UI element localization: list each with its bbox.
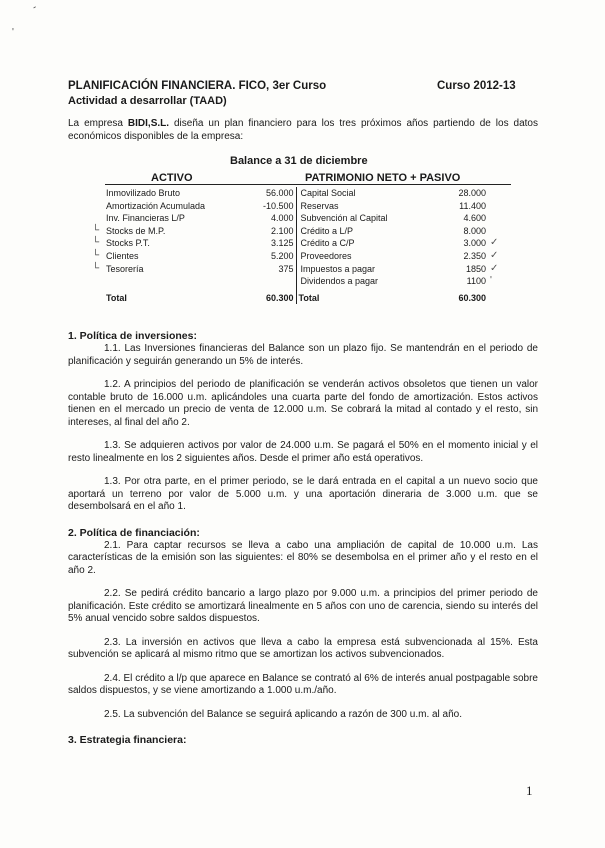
page-number: 1 (526, 783, 533, 798)
activo-label: Clientes (106, 250, 139, 261)
pasivo-value: 28.000 (458, 188, 486, 198)
pasivo-label: Impuestos a pagar (300, 263, 376, 274)
pasivo-value: 3.000 (463, 238, 486, 249)
pasivo-label: Proveedores (300, 250, 352, 261)
total-pasivo-label: Total (298, 292, 320, 303)
section-paragraph: 1.3. Por otra parte, en el primer periodo, se le dará entrada en el capital a un nuevo socio que aportará un terreno por valor de 5.000 u.m. y una aportación dineraria de 3.000 u.m. que se desembolsará en el año 1. (68, 476, 538, 512)
activo-label: Stocks de M.P. (106, 225, 166, 236)
activo-label (104, 275, 226, 288)
balance-row (90, 263, 508, 276)
activo-label: Inmovilizado Bruto (106, 188, 181, 198)
balance-row (90, 250, 508, 263)
check-mark (488, 212, 508, 225)
balance-table (90, 187, 508, 304)
balance-row-mark: └ (92, 237, 100, 249)
section-title: 1. Política de inversiones: (68, 330, 197, 342)
pasivo-value: 4.600 (463, 213, 486, 224)
check-mark (488, 200, 508, 213)
balance-row-mark (90, 200, 104, 213)
balance-row-mark: └ (92, 262, 100, 274)
total-label: Total (106, 292, 127, 303)
balance-row (90, 225, 508, 238)
activo-label: Stocks P.T. (106, 238, 150, 249)
balance-row (90, 212, 508, 225)
pasivo-value: 1100 (466, 276, 486, 287)
section-paragraph: 2.2. Se pedirá crédito bancario a largo plazo por 9.000 u.m. a principios del primer periodo de planificación. Este crédito se amortizará linealmente en 5 años con uno de carencia, siendo su interés del 5% anual vencido sobre saldos dispuestos. (68, 588, 538, 624)
check-mark: ✓ (490, 237, 499, 249)
pasivo-value: 11.400 (459, 200, 486, 211)
activo-value: 5.200 (226, 250, 296, 263)
pasivo-value: 8.000 (463, 225, 486, 236)
balance-row (90, 275, 508, 288)
total-activo: 60.300 (226, 288, 296, 305)
balance-row-mark (90, 212, 104, 225)
pasivo-label: Crédito a L/P (300, 225, 354, 236)
check-mark: ' (490, 275, 492, 287)
check-mark (488, 187, 508, 200)
course-year: Curso 2012-13 (437, 80, 516, 92)
section-paragraph: 1.3. Se adquieren activos por valor de 24.000 u.m. Se pagará el 50% en el momento inicial y el resto linealmente en los 2 siguientes años. Desde el primer año está operativos. (68, 440, 538, 464)
pasivo-label: Subvención al Capital (300, 213, 388, 224)
balance-row-mark: └ (92, 224, 100, 236)
intro-before: La empresa (68, 118, 128, 129)
balance-total-row (90, 288, 508, 305)
activo-header: ACTIVO (151, 172, 193, 184)
activo-label: Inv. Financieras L/P (106, 213, 185, 224)
pasivo-label: Capital Social (300, 188, 356, 198)
pasivo-value: 1850 (465, 263, 486, 274)
pasivo-label: Crédito a C/P (300, 238, 355, 249)
activo-value: 375 (226, 263, 296, 276)
balance-row-mark: └ (92, 249, 100, 261)
activo-label: Tesorería (106, 263, 144, 274)
section-paragraph: 1.2. A principios del periodo de planificación se venderán activos obsoletos que tienen un valor contable bruto de 16.000 u.m. aplicándoles una cuarta parte del fondo de amortización. Estos activos tienen en el mercado un precio de venta de 12.000 u.m. Se cobrará la mitad al contado y el resto, sin intereses, al final del año 2. (68, 379, 538, 428)
balance-row (90, 187, 508, 200)
scan-mark: ' (12, 27, 14, 38)
section-paragraph: 2.3. La inversión en activos que lleva a cabo la empresa está subvencionada al 15%. Esta subvención se aplicará al mismo ritmo que se amortizan los activos subvencionados. (68, 636, 538, 660)
scan-mark: - (30, 1, 39, 14)
check-mark: ✓ (490, 262, 499, 274)
section-paragraph: 2.5. La subvención del Balance se seguirá aplicando a razón de 300 u.m. al año. (104, 708, 463, 720)
activo-value: 3.125 (226, 237, 296, 250)
pasivo-header: PATRIMONIO NETO + PASIVO (305, 172, 461, 184)
company-name: BIDI,S.L. (127, 118, 170, 129)
section-title: 2. Política de financiación: (68, 526, 200, 539)
balance-row (90, 200, 508, 213)
sections (68, 330, 538, 746)
activo-value: -10.500 (226, 200, 296, 213)
balance-title: Balance a 31 de diciembre (230, 155, 368, 167)
document-title: PLANIFICACIÓN FINANCIERA. FICO, 3er Curso (68, 80, 327, 92)
pasivo-label: Dividendos a pagar (300, 276, 379, 287)
activo-label: Amortización Acumulada (106, 200, 206, 211)
intro-after: diseña un plan financiero para los tres próximos años partiendo de los datos económicos disponibles de la empresa: (68, 118, 538, 142)
balance-rows (90, 187, 508, 288)
activo-value: 2.100 (226, 225, 296, 238)
activo-value: 4.000 (226, 212, 296, 225)
balance-header-rule (105, 184, 511, 185)
section-paragraph: 1.1. Las Inversiones financieras del Balance son un plazo fijo. Se mantendrán en el periodo de planificación y seguirán generando un 5% de interés. (68, 343, 538, 367)
activity-subtitle: Actividad a desarrollar (TAAD) (68, 95, 227, 107)
check-mark: ✓ (490, 249, 499, 261)
pasivo-value: 2.350 (463, 250, 486, 261)
check-mark (488, 225, 508, 238)
activo-value (226, 275, 296, 288)
pasivo-label: Reservas (300, 200, 339, 211)
balance-row-mark (90, 187, 104, 200)
total-pasivo: 60.300 (458, 292, 486, 303)
intro-paragraph (68, 118, 538, 143)
balance-row-mark (90, 275, 104, 288)
section-paragraph: 2.1. Para captar recursos se lleva a cabo una ampliación de capital de 10.000 u.m. Las características de la emisión son las siguientes: el 80% se desembolsa en el primer año y el resto en el año 2. (68, 539, 538, 576)
balance-row (90, 237, 508, 250)
section-paragraph: 2.4. El crédito a l/p que aparece en Balance se contrató al 6% de interés anual postpagable sobre saldos dispuestos, y se viene amortizando a 1.000 u.m./año. (68, 672, 538, 696)
activo-value: 56.000 (226, 187, 296, 200)
section-title: 3. Estrategia financiera: (68, 734, 187, 746)
